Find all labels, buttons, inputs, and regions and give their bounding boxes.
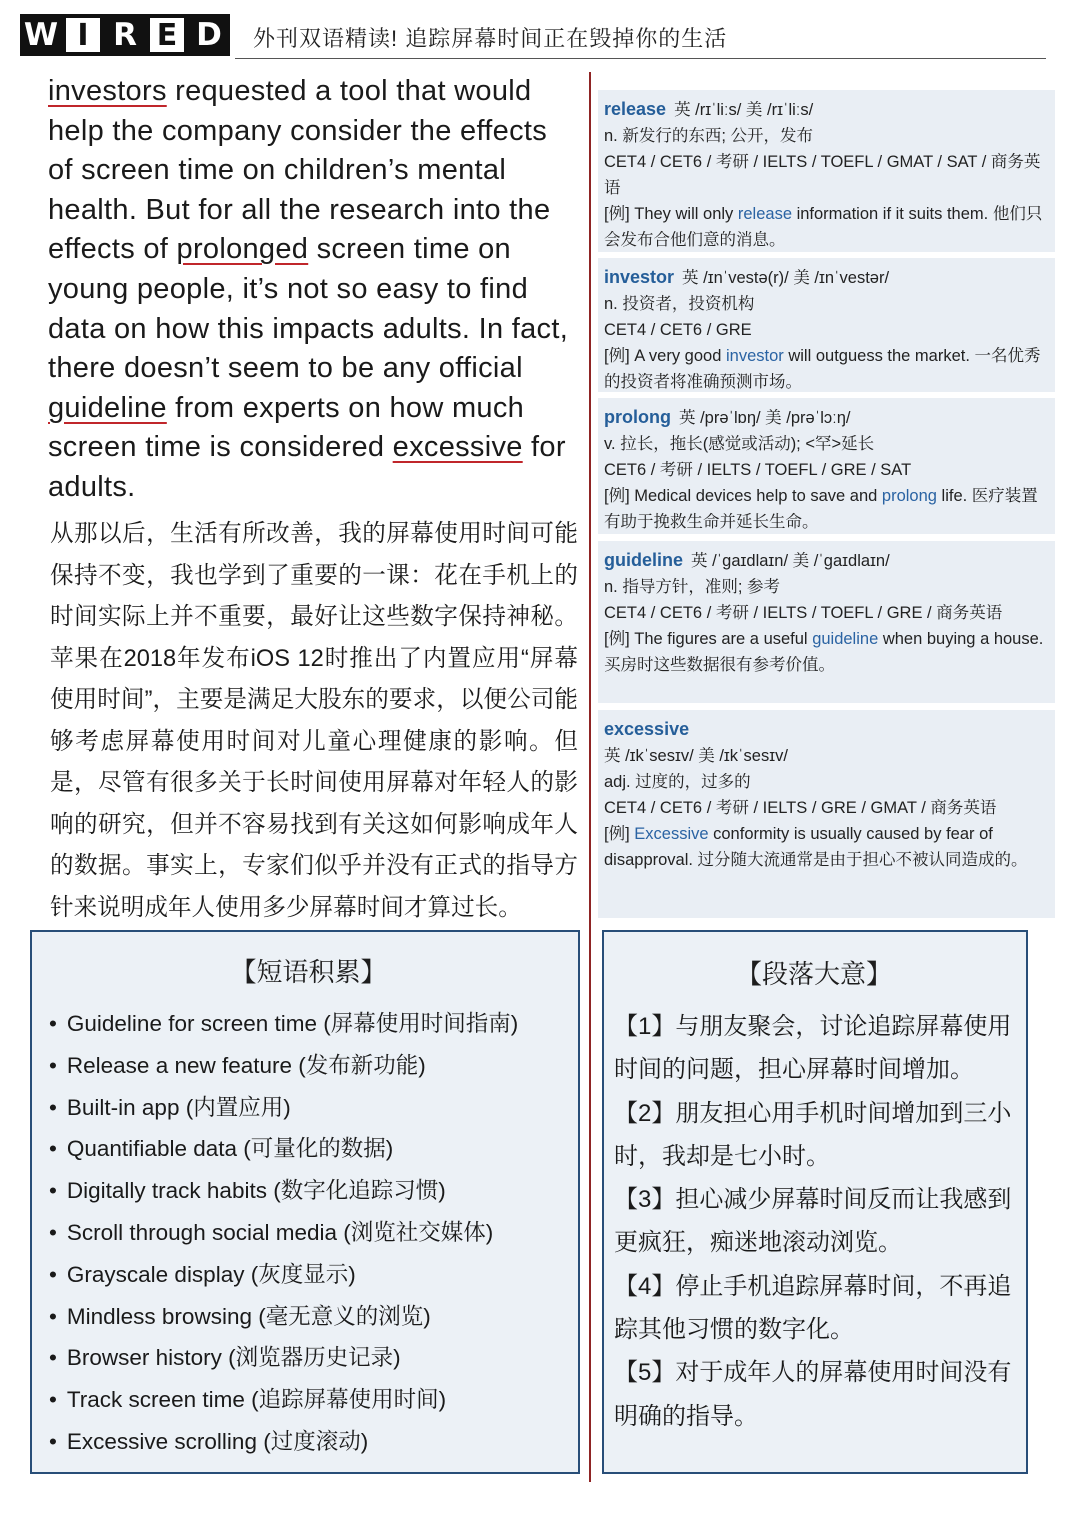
vocab-pronunciation: 英 /ɪkˈsesɪv/ 美 /ɪkˈsesɪv/ bbox=[604, 747, 788, 765]
logo-letter: D bbox=[188, 14, 230, 56]
vocab-meaning: n. 投资者，投资机构 bbox=[604, 295, 755, 313]
english-paragraph bbox=[48, 72, 576, 508]
vocab-meaning: n. 指导方针，准则; 参考 bbox=[604, 578, 781, 596]
header-divider bbox=[235, 58, 1046, 59]
logo-letter: R bbox=[104, 14, 146, 56]
vocab-word: investor bbox=[604, 267, 675, 287]
phrase-item: • Grayscale display (灰度显示) bbox=[49, 1254, 568, 1296]
phrase-item: • Digitally track habits (数字化追踪习惯) bbox=[49, 1170, 568, 1212]
vocab-exams: CET4 / CET6 / 考研 / IELTS / TOEFL / GMAT / SAT / 商务英语 bbox=[604, 153, 1041, 197]
phrases-box bbox=[30, 930, 580, 1474]
keyword-guideline: guideline bbox=[48, 391, 167, 424]
chinese-translation: 从那以后，生活有所改善，我的屏幕使用时间可能保持不变，我也学到了重要的一课：花在手机上的时间实际上并不重要，最好让这些数字保持神秘。苹果在2018年发布iOS 12时推出了内置应用“屏幕使用时间”，主要是满足大股东的要求，以便公司能够考虑屏幕使用时间对儿童心理健康的影响。但是，尽管有很多关于长时间使用屏幕对年轻人的影响的研究，但并不容易找到有关这如何影响成年人的数据。事实上，专家们似乎并没有正式的指导方针来说明成年人使用多少屏幕时间才算过长。 bbox=[50, 521, 578, 921]
summary-item: 【2】朋友担心用手机时间增加到三小时，我却是七小时。 bbox=[614, 1099, 1012, 1170]
phrase-item: • Excessive scrolling (过度滚动) bbox=[49, 1421, 568, 1463]
vocab-word: release bbox=[604, 99, 667, 119]
vocab-exams: CET4 / CET6 / 考研 / IELTS / TOEFL / GRE / 商务英语 bbox=[604, 604, 1003, 622]
vocab-exams: CET4 / CET6 / GRE bbox=[604, 321, 752, 339]
phrase-item: • Guideline for screen time (屏幕使用时间指南) bbox=[49, 1003, 568, 1045]
vocab-pronunciation: 英 /prəˈlɒŋ/ 美 /prəˈlɔːŋ/ bbox=[678, 409, 851, 427]
vocab-meaning: n. 新发行的东西; 公开，发布 bbox=[604, 127, 814, 145]
phrase-item: • Browser history (浏览器历史记录) bbox=[49, 1337, 568, 1379]
vocab-card-release bbox=[598, 90, 1055, 252]
vocab-word: prolong bbox=[604, 407, 671, 427]
vocab-meaning: adj. 过度的，过多的 bbox=[604, 773, 751, 791]
summary-box-title: 【段落大意】 bbox=[735, 959, 892, 989]
phrase-item: • Built-in app (内置应用) bbox=[49, 1087, 568, 1129]
phrase-item: • Mindless browsing (毫无意义的浏览) bbox=[49, 1296, 568, 1338]
vocab-card-guideline bbox=[598, 541, 1055, 703]
column-divider bbox=[589, 72, 591, 1482]
vocab-pronunciation: 英 /ˈɡaɪdlaɪn/ 美 /ˈɡaɪdlaɪn/ bbox=[691, 552, 890, 570]
vocab-example: [例] A very good investor will outguess the market. 一名优秀的投资者将准确预测市场。 bbox=[604, 347, 1041, 391]
phrase-list bbox=[49, 1003, 568, 1463]
summary-item: 【1】与朋友聚会，讨论追踪屏幕使用时间的问题，担心屏幕时间增加。 bbox=[614, 1013, 1012, 1084]
summary-box bbox=[602, 930, 1028, 1474]
logo-letter: I bbox=[62, 14, 104, 56]
vocab-word: excessive bbox=[604, 719, 690, 739]
phrase-item: • Quantifiable data (可量化的数据) bbox=[49, 1128, 568, 1170]
vocab-example: [例] The figures are a useful guideline when buying a house. 买房时这些数据很有参考价值。 bbox=[604, 630, 1044, 674]
logo-letter: W bbox=[20, 14, 62, 56]
english-text: from experts on how much screen time is considered bbox=[48, 391, 525, 464]
page-header bbox=[20, 14, 1046, 60]
vocab-exams: CET6 / 考研 / IELTS / TOEFL / GRE / SAT bbox=[604, 461, 912, 479]
phrase-item: • Scroll through social media (浏览社交媒体) bbox=[49, 1212, 568, 1254]
phrase-item: • Track screen time (追踪屏幕使用时间) bbox=[49, 1379, 568, 1421]
keyword-excessive: excessive bbox=[392, 431, 523, 464]
vocab-card-investor bbox=[598, 258, 1055, 392]
english-text: screen time on young people, it’s not so easy to find data on how this impacts adults. In fact, there doesn’t seem to be any official bbox=[48, 233, 569, 385]
summary-item: 【5】对于成年人的屏幕使用时间没有明确的指导。 bbox=[614, 1359, 1012, 1430]
vocab-example: [例] They will only release information if it suits them. 他们只会发布合他们意的消息。 bbox=[604, 205, 1043, 249]
vocab-card-excessive bbox=[598, 710, 1055, 918]
vocab-exams: CET4 / CET6 / 考研 / IELTS / GRE / GMAT / 商务英语 bbox=[604, 799, 997, 817]
vocab-pronunciation: 英 /ɪnˈvestə(r)/ 美 /ɪnˈvestər/ bbox=[682, 269, 890, 287]
vocab-example: [例] Medical devices help to save and prolong life. 医疗装置有助于挽救生命并延长生命。 bbox=[604, 487, 1038, 531]
english-text: for adults. bbox=[48, 431, 566, 503]
vocab-example: [例] Excessive conformity is usually caused by fear of disapproval. 过分随大流通常是由于担心不被认同造成的。 bbox=[604, 825, 1028, 869]
vocab-card-prolong bbox=[598, 398, 1055, 534]
vocab-meaning: v. 拉长，拖长(感觉或活动); <罕>延长 bbox=[604, 435, 875, 453]
logo-letter: E bbox=[146, 14, 188, 56]
vocab-pronunciation: 英 /rɪˈliːs/ 美 /rɪˈliːs/ bbox=[674, 101, 814, 119]
summary-item: 【4】停止手机追踪屏幕时间，不再追踪其他习惯的数字化。 bbox=[614, 1272, 1012, 1344]
phrases-box-title: 【短语积累】 bbox=[230, 957, 387, 987]
summary-item: 【3】担心减少屏幕时间反而让我感到更疯狂，痴迷地滚动浏览。 bbox=[614, 1186, 1012, 1257]
english-text: requested a tool that would help the company consider the effects of screen time on children’s mental health. But for all the research into the effects of bbox=[48, 75, 551, 266]
wired-logo bbox=[20, 14, 230, 56]
vocab-word: guideline bbox=[604, 550, 684, 570]
phrase-item: • Release a new feature (发布新功能) bbox=[49, 1045, 568, 1087]
keyword-prolonged: prolonged bbox=[176, 233, 309, 266]
keyword-investors: investors bbox=[48, 75, 167, 107]
page-title: 外刊双语精读! 追踪屏幕时间正在毁掉你的生活 bbox=[253, 26, 728, 51]
